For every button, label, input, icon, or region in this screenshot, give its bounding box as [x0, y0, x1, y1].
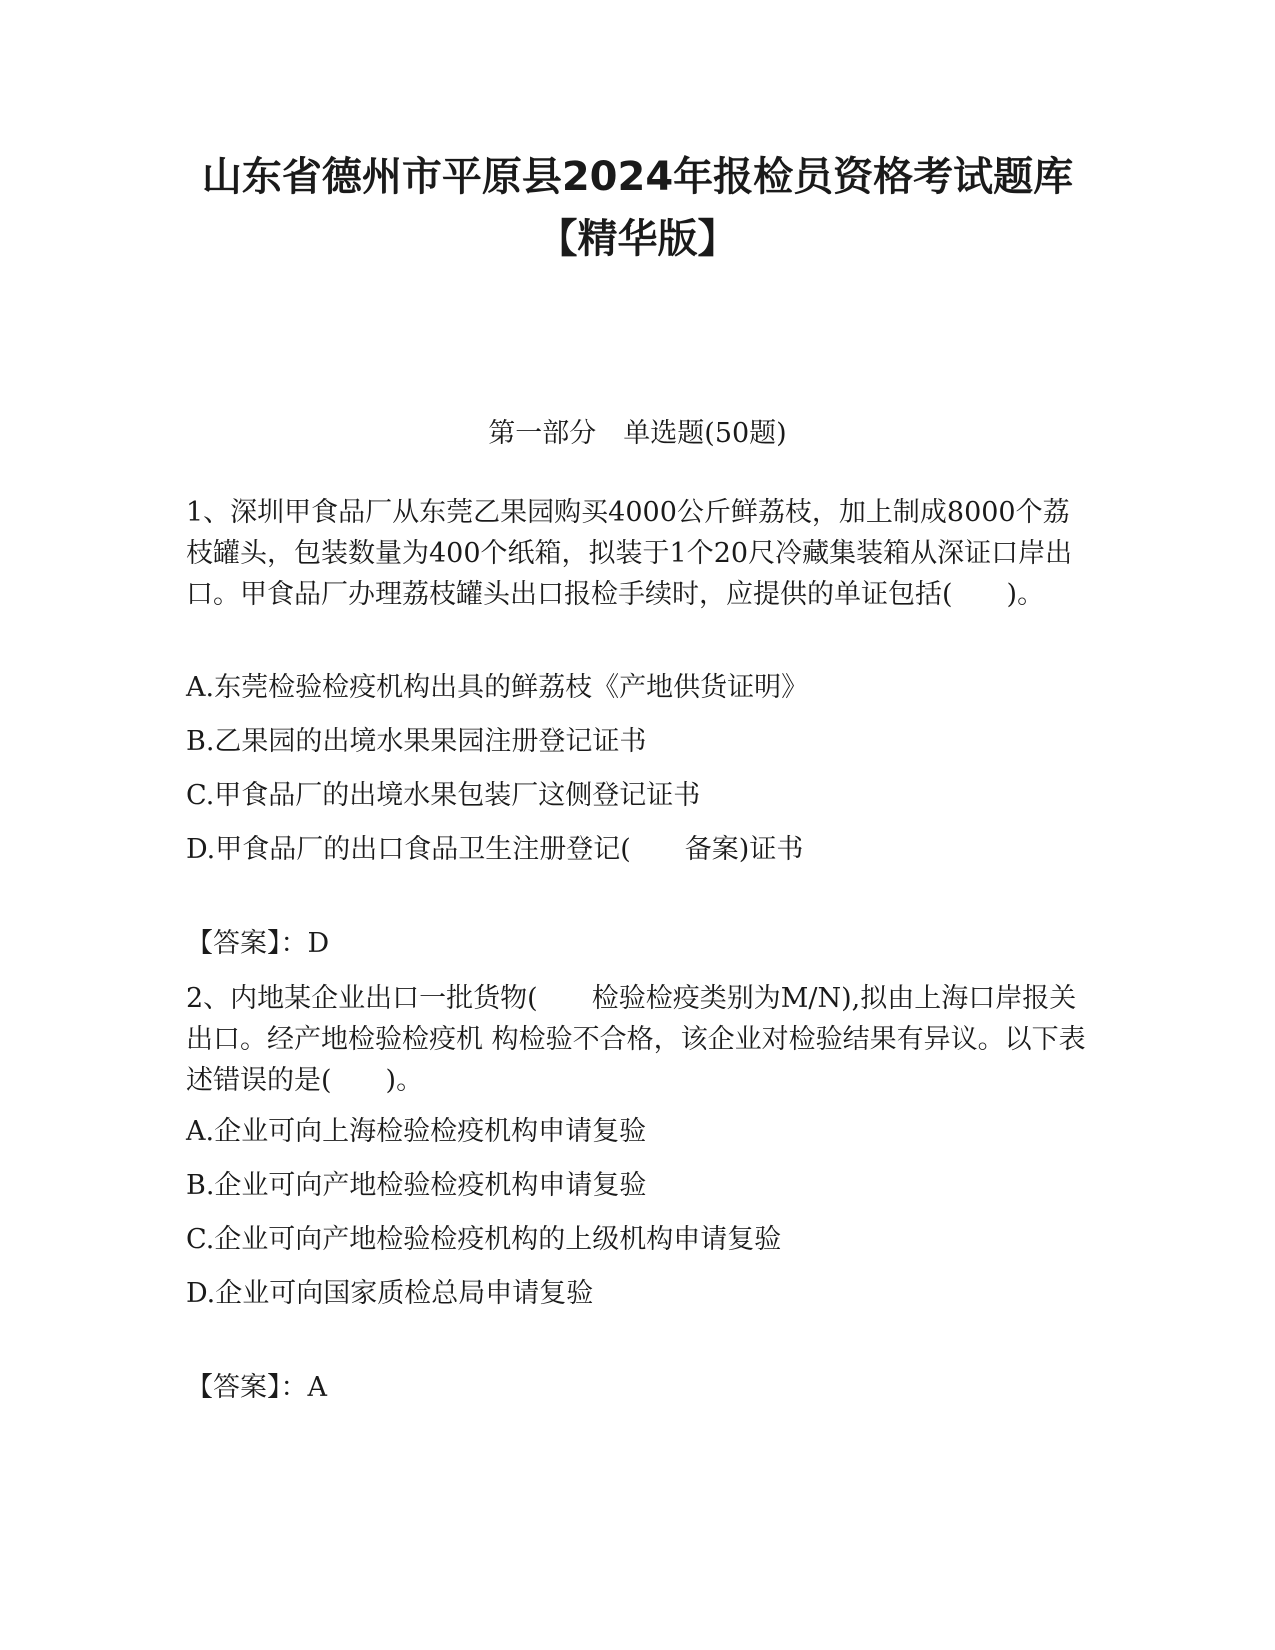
document-title — [150, 146, 1125, 270]
question-1-option-d: D.甲食品厂的出口食品卫生注册登记( 备案)证书 — [186, 834, 804, 865]
answer-label: 【答案】： — [186, 1372, 308, 1403]
section-heading: 第一部分 单选题(50题) — [488, 418, 787, 449]
title-line-1: 山东省德州市平原县2024年报检员资格考试题库 — [201, 154, 1074, 200]
question-1-stem: 1、深圳甲食品厂从东莞乙果园购买4000公斤鲜荔枝，加上制成8000个荔枝罐头，包装数量为400个纸箱，拟装于1个20尺冷藏集装箱从深证口岸出口。甲食品厂办理荔枝罐头出口报检手续时，应提供的单证包括( )。 — [186, 497, 1073, 610]
answer-value: A — [307, 1372, 327, 1403]
answer-value: D — [307, 928, 330, 959]
question-2-option-a: A.企业可向上海检验检疫机构申请复验 — [186, 1116, 647, 1147]
question-2-option-c: C.企业可向产地检验检疫机构的上级机构申请复验 — [186, 1224, 782, 1255]
question-2-option-b: B.企业可向产地检验检疫机构申请复验 — [186, 1170, 647, 1201]
question-1-option-a: A.东莞检验检疫机构出具的鲜荔枝《产地供货证明》 — [186, 672, 809, 703]
question-2-answer — [186, 1368, 327, 1408]
title-line-2: 【精华版】 — [537, 216, 738, 262]
question-1-option-b: B.乙果园的出境水果果园注册登记证书 — [186, 726, 647, 757]
question-1-answer — [186, 924, 329, 964]
question-2-stem: 2、内地某企业出口一批货物( 检验检疫类别为M/N),拟由上海口岸报关出口。经产地检验检疫机 构检验不合格，该企业对检验结果有异议。以下表述错误的是( )。 — [186, 983, 1086, 1096]
question-1-option-c: C.甲食品厂的出境水果包装厂这侧登记证书 — [186, 780, 701, 811]
question-2-option-d: D.企业可向国家质检总局申请复验 — [186, 1278, 594, 1309]
answer-label: 【答案】： — [186, 928, 308, 959]
